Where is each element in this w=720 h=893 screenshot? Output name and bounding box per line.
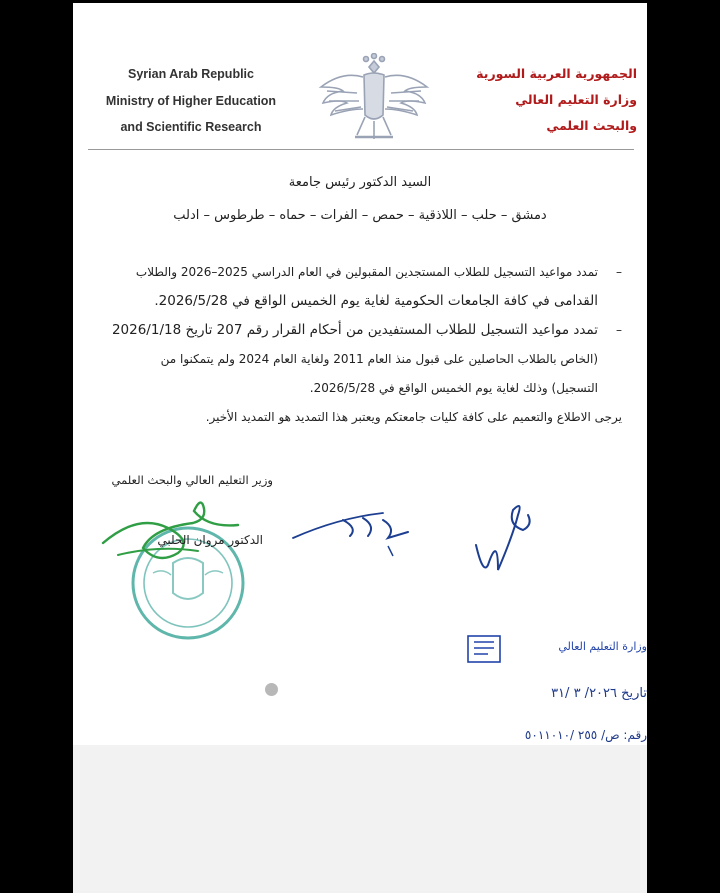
body-line: (الخاص بالطلاب الحاصلين على قبول منذ العام 2011 ولغاية العام 2024 ولم يتمكنوا من (160, 352, 598, 366)
body-line: تمدد مواعيد التسجيل للطلاب المستجدين المقبولين في العام الدراسي 2025–2026 والطلاب (135, 265, 598, 279)
minister-title: وزير التعليم العالي والبحث العلمي (111, 473, 273, 487)
eagle-emblem-icon (317, 53, 432, 145)
english-letterhead (91, 61, 291, 141)
body-line: التسجيل) وذلك لغاية يوم الخميس الواقع في 2026/5/28. (309, 381, 598, 395)
arabic-header-line-1: الجمهورية العربية السورية (476, 66, 637, 81)
salutation: السيد الدكتور رئيس جامعة (288, 175, 432, 190)
blank-scan-area (73, 745, 647, 893)
arabic-header-line-3: والبحث العلمي (546, 118, 637, 133)
hole-punch-dot (265, 683, 278, 696)
registry-office: وزارة التعليم العالي (558, 640, 647, 653)
english-header-line-3: and Scientific Research (120, 120, 262, 134)
minister-signature-icon (98, 493, 248, 568)
arabic-letterhead (437, 61, 637, 139)
header-divider (88, 149, 634, 150)
english-header-line-2: Ministry of Higher Education (105, 93, 277, 108)
letter-body (77, 258, 622, 432)
arabic-header-line-2: وزارة التعليم العالي (515, 92, 637, 107)
closing-line: يرجى الاطلاع والتعميم على كافة كليات جامعتكم ويعتبر هذا التمديد هو التمديد الأخير. (205, 410, 622, 424)
registry-number: رقم: ص/ ٢٥٥ /٥٠١١٠١٠ (524, 728, 647, 742)
list-item (77, 258, 622, 316)
body-line: تمدد مواعيد التسجيل للطلاب المستفيدين من أحكام القرار رقم 207 تاريخ 2026/1/18 (111, 322, 598, 338)
body-line: القدامى في كافة الجامعات الحكومية لغاية يوم الخميس الواقع في 2026/5/28. (154, 293, 598, 309)
english-header-line-1: Syrian Arab Republic (128, 67, 254, 81)
minister-name: الدكتور مروان الحلبي (157, 533, 263, 547)
registry-date: تاريخ ٢٠٢٦/ ٣ /٣١ (551, 686, 647, 701)
blue-initials-icon (288, 498, 418, 563)
list-dash: – (616, 323, 622, 337)
list-item (77, 316, 622, 403)
universities-list: دمشق – حلب – اللاذقية – حمص – الفرات – حماه – طرطوس – ادلب (173, 208, 547, 223)
right-signature-icon (468, 495, 543, 580)
list-dash: – (616, 265, 622, 279)
document-page (73, 3, 647, 893)
